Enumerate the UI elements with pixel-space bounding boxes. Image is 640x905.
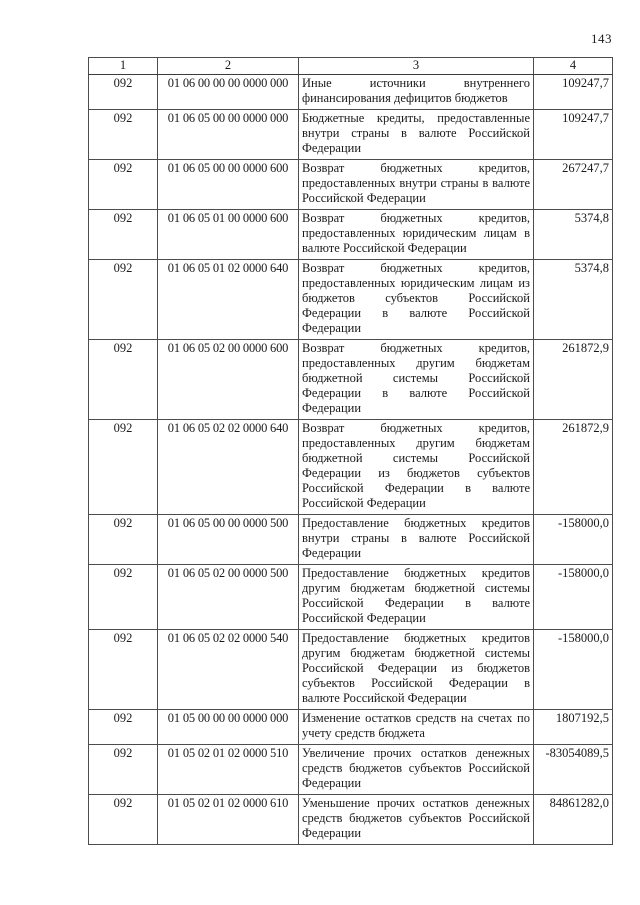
table-row — [89, 420, 613, 515]
cell-classification-code: 01 06 05 00 00 0000 000 — [158, 110, 299, 160]
cell-name: Иные источники внутреннего финансирования дефицитов бюджетов — [299, 75, 534, 110]
cell-amount: 109247,7 — [534, 75, 613, 110]
cell-admin-code: 092 — [89, 795, 158, 845]
cell-classification-code: 01 06 05 02 02 0000 640 — [158, 420, 299, 515]
cell-name: Возврат бюджетных кредитов, предоставленных другим бюджетам бюджетной системы Российской Федерации из бюджетов субъектов Российской Федерации в валюте Российской Федерации — [299, 420, 534, 515]
cell-name: Предоставление бюджетных кредитов другим бюджетам бюджетной системы Российской Федерации из бюджетов субъектов Российской Федерации в валюте Российской Федерации — [299, 630, 534, 710]
cell-amount: 109247,7 — [534, 110, 613, 160]
cell-classification-code: 01 06 05 02 02 0000 540 — [158, 630, 299, 710]
cell-amount: 267247,7 — [534, 160, 613, 210]
column-header-4: 4 — [534, 58, 613, 75]
table-row — [89, 260, 613, 340]
cell-admin-code: 092 — [89, 565, 158, 630]
cell-admin-code: 092 — [89, 515, 158, 565]
cell-classification-code: 01 05 02 01 02 0000 510 — [158, 745, 299, 795]
column-header-2: 2 — [158, 58, 299, 75]
cell-amount: 261872,9 — [534, 420, 613, 515]
cell-name: Возврат бюджетных кредитов, предоставленных другим бюджетам бюджетной системы Российской Федерации в валюте Российской Федерации — [299, 340, 534, 420]
table-row — [89, 795, 613, 845]
cell-name: Уменьшение прочих остатков денежных средств бюджетов субъектов Российской Федерации — [299, 795, 534, 845]
cell-amount: 5374,8 — [534, 260, 613, 340]
cell-classification-code: 01 06 05 00 00 0000 600 — [158, 160, 299, 210]
cell-name: Возврат бюджетных кредитов, предоставленных юридическим лицам в валюте Российской Федерации — [299, 210, 534, 260]
cell-name: Увеличение прочих остатков денежных средств бюджетов субъектов Российской Федерации — [299, 745, 534, 795]
cell-classification-code: 01 06 00 00 00 0000 000 — [158, 75, 299, 110]
table-row — [89, 160, 613, 210]
cell-amount: 84861282,0 — [534, 795, 613, 845]
budget-table — [88, 57, 613, 845]
cell-admin-code: 092 — [89, 75, 158, 110]
cell-amount: -83054089,5 — [534, 745, 613, 795]
table-row — [89, 515, 613, 565]
table-row — [89, 75, 613, 110]
cell-amount: -158000,0 — [534, 630, 613, 710]
cell-admin-code: 092 — [89, 745, 158, 795]
cell-amount: 5374,8 — [534, 210, 613, 260]
cell-admin-code: 092 — [89, 340, 158, 420]
table-row — [89, 710, 613, 745]
cell-admin-code: 092 — [89, 710, 158, 745]
cell-classification-code: 01 06 05 02 00 0000 500 — [158, 565, 299, 630]
column-header-1: 1 — [89, 58, 158, 75]
table-row — [89, 110, 613, 160]
cell-admin-code: 092 — [89, 630, 158, 710]
cell-classification-code: 01 06 05 01 00 0000 600 — [158, 210, 299, 260]
cell-amount: -158000,0 — [534, 515, 613, 565]
table-row — [89, 210, 613, 260]
table-row — [89, 565, 613, 630]
table-header-row — [89, 58, 613, 75]
cell-classification-code: 01 06 05 01 02 0000 640 — [158, 260, 299, 340]
cell-name: Предоставление бюджетных кредитов внутри страны в валюте Российской Федерации — [299, 515, 534, 565]
cell-name: Бюджетные кредиты, предоставленные внутри страны в валюте Российской Федерации — [299, 110, 534, 160]
cell-admin-code: 092 — [89, 110, 158, 160]
cell-amount: 261872,9 — [534, 340, 613, 420]
cell-amount: 1807192,5 — [534, 710, 613, 745]
cell-classification-code: 01 06 05 00 00 0000 500 — [158, 515, 299, 565]
cell-classification-code: 01 05 00 00 00 0000 000 — [158, 710, 299, 745]
table-row — [89, 745, 613, 795]
table-row — [89, 630, 613, 710]
page-number: 143 — [591, 31, 612, 46]
cell-admin-code: 092 — [89, 420, 158, 515]
cell-admin-code: 092 — [89, 160, 158, 210]
cell-name: Возврат бюджетных кредитов, предоставленных внутри страны в валюте Российской Федерации — [299, 160, 534, 210]
cell-amount: -158000,0 — [534, 565, 613, 630]
cell-name: Предоставление бюджетных кредитов другим бюджетам бюджетной системы Российской Федерации в валюте Российской Федерации — [299, 565, 534, 630]
cell-name: Возврат бюджетных кредитов, предоставленных юридическим лицам из бюджетов субъектов Российской Федерации в валюте Российской Федерации — [299, 260, 534, 340]
cell-name: Изменение остатков средств на счетах по учету средств бюджета — [299, 710, 534, 745]
cell-admin-code: 092 — [89, 210, 158, 260]
cell-classification-code: 01 05 02 01 02 0000 610 — [158, 795, 299, 845]
table-row — [89, 340, 613, 420]
cell-admin-code: 092 — [89, 260, 158, 340]
cell-classification-code: 01 06 05 02 00 0000 600 — [158, 340, 299, 420]
column-header-3: 3 — [299, 58, 534, 75]
